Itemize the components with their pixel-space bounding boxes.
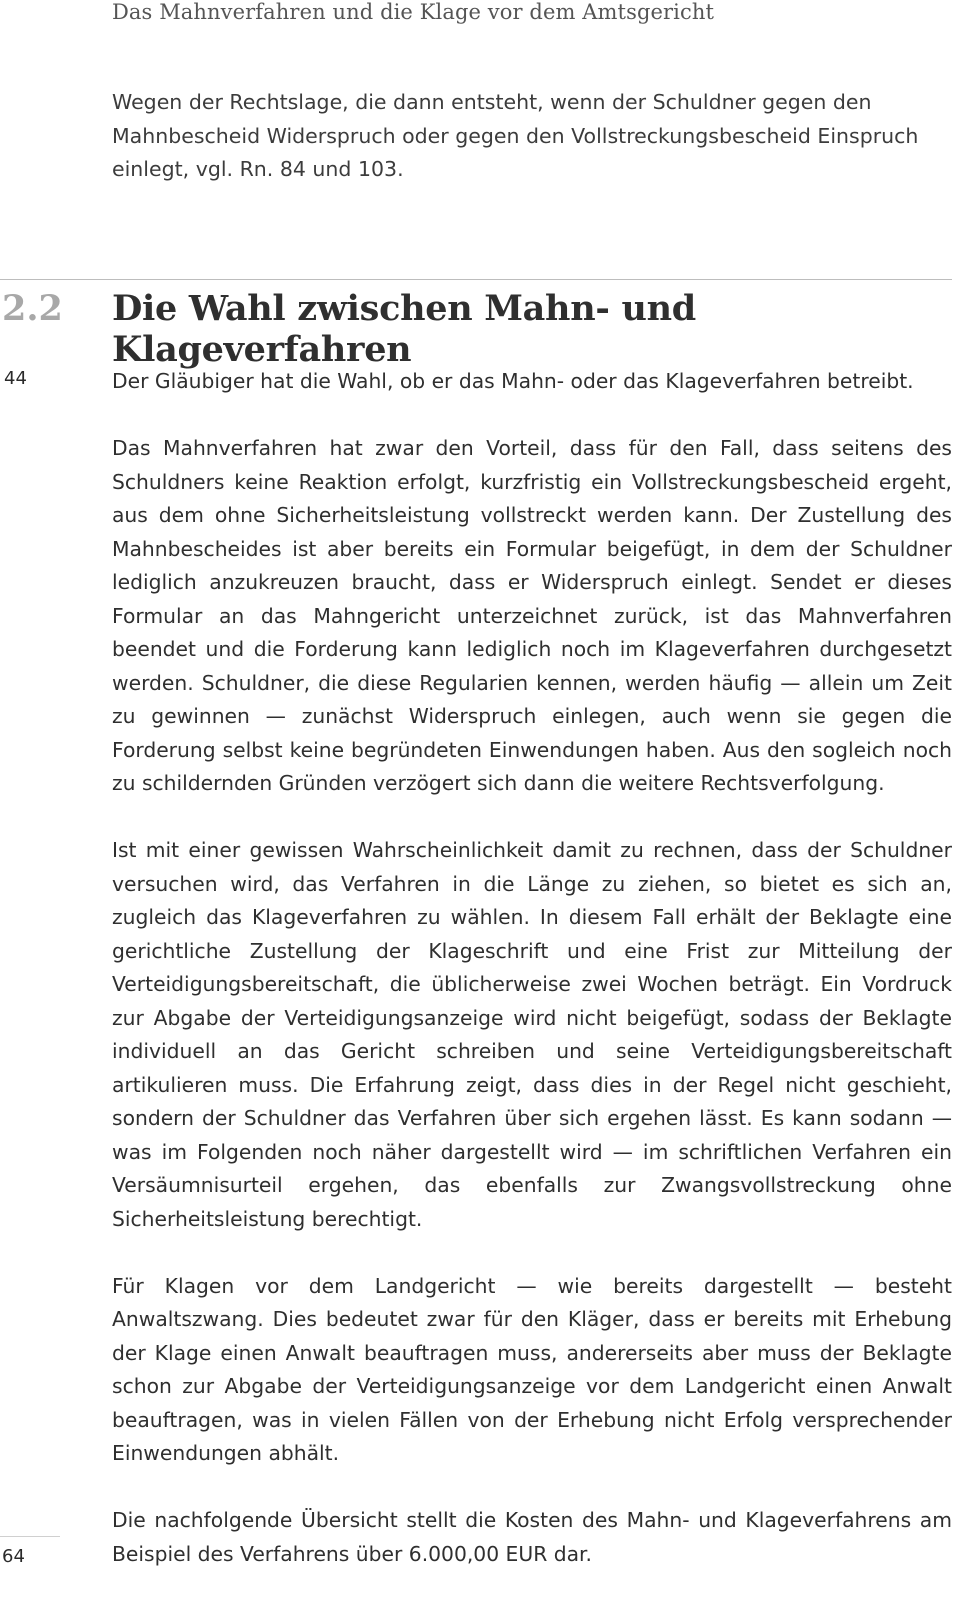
footer-rule <box>0 1536 60 1537</box>
section-number: 2.2 <box>2 288 63 329</box>
paragraph: Das Mahnverfahren hat zwar den Vorteil, dass für den Fall, dass seitens des Schuldners keine Reaktion erfolgt, kurzfristig ein Vollstreckungsbescheid ergeht, aus dem ohne Sicherheitsleistung vollstreckt werden kann. Der Zustellung des Mahnbescheides ist aber bereits ein Formular beigefügt, in dem der Schuldner lediglich anzukreuzen braucht, dass er Widerspruch einlegt. Sendet er dieses Formular an das Mahngericht unterzeichnet zurück, ist das Mahnverfahren beendet und die Forderung kann lediglich noch im Klageverfahren durchgesetzt werden. Schuldner, die diese Regularien kennen, werden häufig — allein um Zeit zu gewinnen — zunächst Widerspruch einlegen, auch wenn sie gegen die Forderung selbst keine begründeten Einwendungen haben. Aus den sogleich noch zu schildernden Gründen verzögert sich dann die weitere Rechtsverfolgung. <box>112 436 952 795</box>
section-title: Die Wahl zwischen Mahn- und Klageverfahren <box>112 288 696 370</box>
body-text <box>112 365 952 1605</box>
paragraph: Ist mit einer gewissen Wahrscheinlichkeit damit zu rechnen, dass der Schuldner versuchen wird, das Verfahren in die Länge zu ziehen, so bietet es sich an, zugleich das Klageverfahren zu wählen. In diesem Fall erhält der Beklagte eine gerichtliche Zustellung der Klageschrift und eine Frist zur Mitteilung der Verteidigungsbereitschaft, die üblicherweise zwei Wochen beträgt. Ein Vordruck zur Abgabe der Verteidigungsanzeige wird nicht beigefügt, sodass der Beklagte individuell an das Gericht schreiben und seine Verteidigungsbereitschaft artikulieren muss. Die Erfahrung zeigt, dass dies in der Regel nicht geschieht, sondern der Schuldner das Verfahren über sich ergehen lässt. Es kann sodann — was im Folgenden noch näher dargestellt wird — im schriftlichen Verfahren ein Versäumnisurteil ergehen, das ebenfalls zur Zwangsvollstreckung ohne Sicherheitsleistung berechtigt. <box>112 838 952 1231</box>
paragraph: Für Klagen vor dem Landgericht — wie bereits dargestellt — besteht Anwaltszwang. Dies bedeutet zwar für den Kläger, dass er bereits mit Erhebung der Klage einen Anwalt beauftragen muss, andererseits aber muss der Beklagte schon zur Abgabe der Verteidigungsanzeige vor dem Landgericht einen Anwalt beauftragen, was in vielen Fällen von der Erhebung nicht Erfolg versprechender Einwendungen abhält. <box>112 1273 952 1465</box>
paragraph: Die nachfolgende Übersicht stellt die Kosten des Mahn- und Klageverfahrens am Beispiel des Verfahrens über 6.000,00 EUR dar. <box>112 1508 952 1566</box>
intro-paragraph: Wegen der Rechtslage, die dann entsteht, wenn der Schuldner gegen den Mahnbescheid Widerspruch oder gegen den Vollstreckungsbescheid Einspruch einlegt, vgl. Rn. 84 und 103. <box>112 90 919 181</box>
page-number: 64 <box>2 1546 25 1567</box>
margin-number: 44 <box>4 368 27 389</box>
paragraph: Der Gläubiger hat die Wahl, ob er das Mahn- oder das Klageverfahren betreibt. <box>112 369 914 393</box>
running-head: Das Mahnverfahren und die Klage vor dem Amtsgericht <box>112 0 715 24</box>
section-divider <box>0 279 952 280</box>
